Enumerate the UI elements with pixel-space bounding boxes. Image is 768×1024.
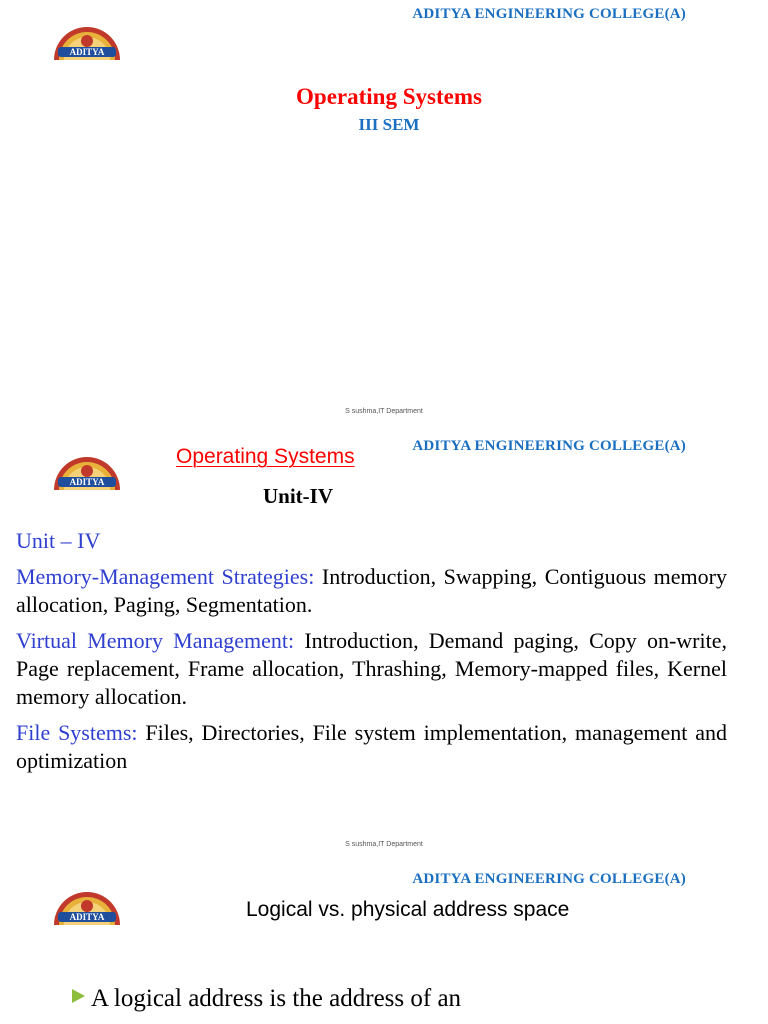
logo-text: ADITYA bbox=[69, 47, 105, 57]
syllabus-section bbox=[16, 719, 727, 775]
college-logo-icon bbox=[52, 454, 122, 492]
slide-1 bbox=[0, 0, 768, 432]
college-header: ADITYA ENGINEERING COLLEGE(A) bbox=[412, 871, 686, 887]
bullet-text: A logical address is the address of an bbox=[91, 985, 462, 1012]
section-label: Virtual Memory Management: bbox=[16, 628, 295, 653]
college-logo-icon bbox=[52, 889, 122, 927]
section-label: Memory-Management Strategies: bbox=[16, 564, 315, 589]
slide-2-footer: S sushma,IT Department bbox=[345, 841, 423, 848]
slide-1-footer: S sushma,IT Department bbox=[345, 408, 423, 415]
slide-1-subtitle: III SEM bbox=[358, 115, 420, 134]
syllabus-section bbox=[16, 563, 727, 619]
logo-text: ADITYA bbox=[69, 912, 105, 922]
bullet-item bbox=[72, 984, 712, 1014]
section-label: File Systems: bbox=[16, 720, 138, 745]
unit-label: Unit – IV bbox=[16, 528, 101, 553]
syllabus-section bbox=[16, 627, 727, 711]
college-header: ADITYA ENGINEERING COLLEGE(A) bbox=[412, 438, 686, 454]
slide-1-title: Operating Systems bbox=[296, 84, 482, 109]
college-header: ADITYA ENGINEERING COLLEGE(A) bbox=[412, 6, 686, 22]
slide-3-title: Logical vs. physical address space bbox=[246, 898, 570, 921]
bullet-arrow-icon bbox=[72, 989, 85, 1003]
section-text: Introduction, Demand paging, Copy on-write, Page replacement, Frame allocation, Thrashing, Memory-mapped files, Kernel memory allocation. bbox=[16, 628, 727, 709]
college-logo-icon bbox=[52, 24, 122, 62]
section-text: Files, Directories, File system implementation, management and optimization bbox=[16, 720, 727, 773]
slide-3 bbox=[0, 865, 768, 1024]
slide-2 bbox=[0, 432, 768, 865]
slide-2-title: Operating Systems bbox=[176, 445, 355, 468]
logo-text: ADITYA bbox=[69, 477, 105, 487]
section-text: Introduction, Swapping, Contiguous memory allocation, Paging, Segmentation. bbox=[16, 564, 727, 617]
syllabus-body bbox=[16, 527, 727, 783]
unit-heading: Unit-IV bbox=[263, 484, 334, 508]
